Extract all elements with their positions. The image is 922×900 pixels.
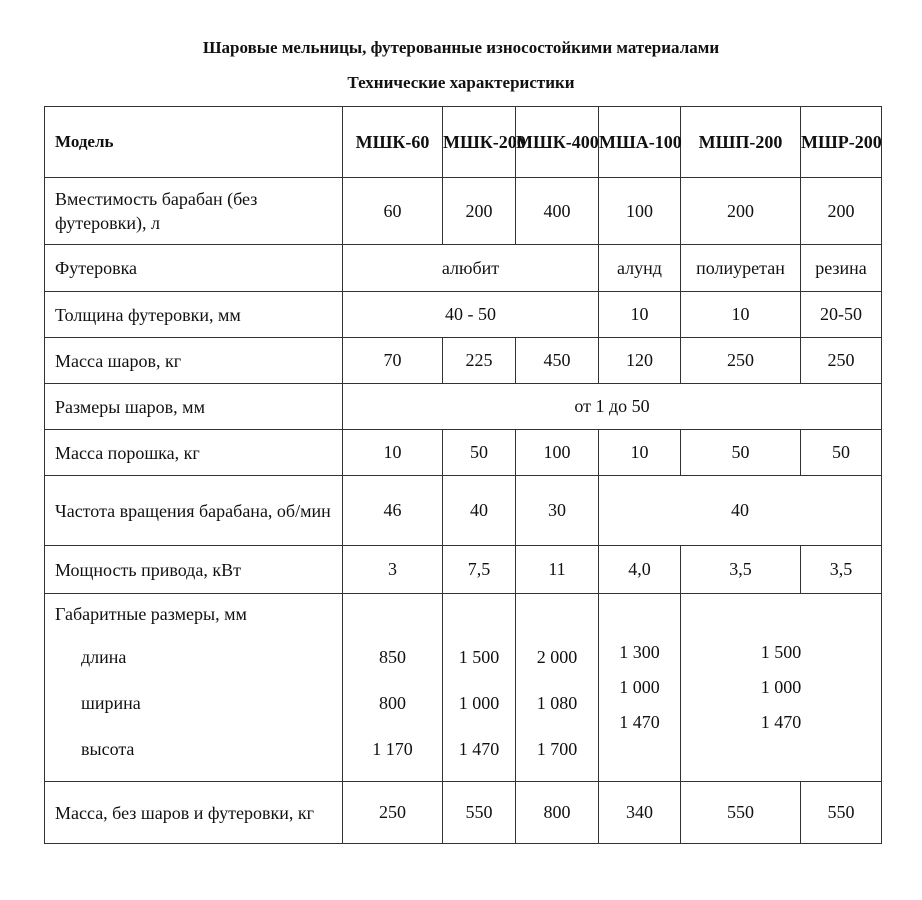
cell: 46 — [343, 476, 443, 546]
value: 1 300 — [619, 642, 660, 662]
cell: 200 — [801, 178, 882, 245]
cell: 200 — [681, 178, 801, 245]
cell: 50 — [681, 430, 801, 476]
cell: от 1 до 50 — [343, 384, 882, 430]
value: 2 000 — [536, 647, 578, 667]
table-row — [45, 178, 882, 245]
model-mshk200: МШК-200 — [443, 107, 516, 178]
model-header: Модель — [45, 107, 343, 178]
cell: 550 — [443, 782, 516, 844]
cell: 11 — [516, 546, 599, 594]
cell: 10 — [599, 292, 681, 338]
cell — [599, 594, 681, 782]
row-label: Частота вращения барабана, об/мин — [45, 476, 343, 546]
model-msha100: МША-100 — [599, 107, 681, 178]
cell: 40 — [599, 476, 882, 546]
cell: алунд — [599, 245, 681, 292]
document-subtitle: Технические характеристики — [347, 73, 575, 92]
cell: 200 — [443, 178, 516, 245]
cell: 40 — [443, 476, 516, 546]
cell: 7,5 — [443, 546, 516, 594]
document-title: Шаровые мельницы, футерованные износостойкими материалами — [202, 38, 720, 57]
cell: 550 — [801, 782, 882, 844]
cell: 550 — [681, 782, 801, 844]
cell: 50 — [801, 430, 882, 476]
table-row — [45, 245, 882, 292]
sub-label-length: длина — [81, 647, 127, 667]
model-mshk60: МШК-60 — [343, 107, 443, 178]
value: 850 — [379, 647, 406, 667]
cell: 4,0 — [599, 546, 681, 594]
cell: 60 — [343, 178, 443, 245]
cell: 3,5 — [801, 546, 882, 594]
value: 1 500 — [760, 642, 802, 662]
cell: 10 — [681, 292, 801, 338]
table-row — [45, 384, 882, 430]
cell: 450 — [516, 338, 599, 384]
sub-label-height: высота — [81, 739, 135, 759]
value: 1 170 — [372, 739, 413, 759]
cell: 400 — [516, 178, 599, 245]
value: 1 500 — [458, 647, 500, 667]
value: 1 080 — [536, 693, 578, 713]
cell: 100 — [599, 178, 681, 245]
row-label: Толщина футеровки, мм — [45, 292, 343, 338]
table-row — [45, 338, 882, 384]
cell: 20-50 — [801, 292, 882, 338]
cell: 800 — [516, 782, 599, 844]
value: 1 470 — [458, 739, 500, 759]
value: 1 000 — [619, 677, 660, 697]
table-row — [45, 476, 882, 546]
cell: 225 — [443, 338, 516, 384]
sub-label-width: ширина — [81, 693, 141, 713]
cell — [681, 594, 882, 782]
value: 1 000 — [760, 677, 802, 697]
row-label: Масса порошка, кг — [45, 430, 343, 476]
cell: 250 — [343, 782, 443, 844]
cell: 3,5 — [681, 546, 801, 594]
cell: 70 — [343, 338, 443, 384]
cell: 340 — [599, 782, 681, 844]
cell: алюбит — [343, 245, 599, 292]
cell: 100 — [516, 430, 599, 476]
value: 1 700 — [536, 739, 578, 759]
cell: 250 — [801, 338, 882, 384]
table-row — [45, 292, 882, 338]
specifications-table — [44, 106, 882, 844]
cell: 250 — [681, 338, 801, 384]
cell: 120 — [599, 338, 681, 384]
table-row — [45, 430, 882, 476]
dimensions-label-cell — [45, 594, 343, 782]
value: 1 470 — [760, 712, 802, 732]
table-row-dimensions — [45, 594, 882, 782]
cell: полиуретан — [681, 245, 801, 292]
value: 1 470 — [619, 712, 660, 732]
model-mshk400: МШК-400 — [516, 107, 599, 178]
cell: 30 — [516, 476, 599, 546]
model-mshr200: МШР-200 — [801, 107, 882, 178]
cell: 10 — [599, 430, 681, 476]
cell: 40 - 50 — [343, 292, 599, 338]
table-row — [45, 546, 882, 594]
cell: 3 — [343, 546, 443, 594]
value: 800 — [379, 693, 406, 713]
row-label: Масса, без шаров и футеровки, кг — [45, 782, 343, 844]
cell — [343, 594, 443, 782]
table-row — [45, 782, 882, 844]
row-label: Размеры шаров, мм — [45, 384, 343, 430]
row-label: Мощность привода, кВт — [45, 546, 343, 594]
cell — [443, 594, 516, 782]
model-mshp200: МШП-200 — [681, 107, 801, 178]
cell: 10 — [343, 430, 443, 476]
row-label: Масса шаров, кг — [45, 338, 343, 384]
cell: 50 — [443, 430, 516, 476]
header-row — [45, 107, 882, 178]
row-label: Габаритные размеры, мм — [55, 604, 247, 624]
row-label: Вместимость барабан (без футеровки), л — [45, 178, 343, 245]
cell — [516, 594, 599, 782]
row-label: Футеровка — [45, 245, 343, 292]
cell: резина — [801, 245, 882, 292]
value: 1 000 — [458, 693, 500, 713]
